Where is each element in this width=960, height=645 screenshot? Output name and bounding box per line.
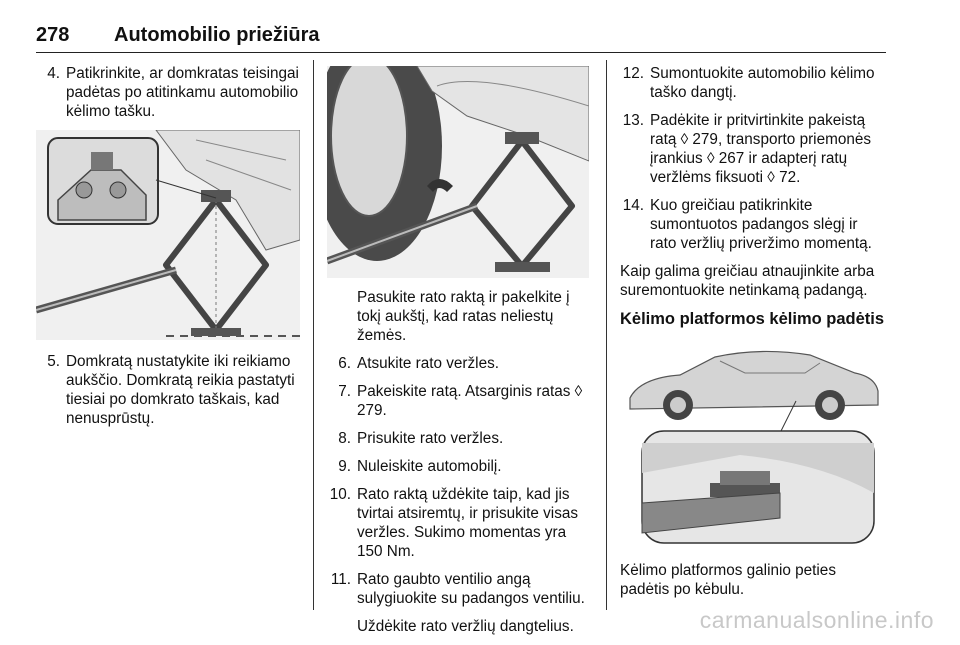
column-divider-2 bbox=[606, 60, 607, 610]
list-item bbox=[620, 196, 888, 253]
item-number: 8. bbox=[338, 430, 351, 447]
item-text: Rato raktą uždėkite taip, kad jis tvirtai atsiremtų, ir prisukite visas veržles. Sukimo momentas yra 150 Nm. bbox=[357, 486, 579, 560]
list-item bbox=[327, 570, 589, 608]
item-text: Patikrinkite, ar domkratas teisingai padėtas po atitinkamu automobilio kėlimo tašku. bbox=[66, 65, 299, 120]
item-number: 9. bbox=[338, 458, 351, 475]
item-number: 11. bbox=[330, 571, 351, 588]
item-number: 10. bbox=[329, 486, 351, 503]
list-item bbox=[620, 64, 888, 102]
list-item bbox=[327, 485, 589, 561]
watermark: carmanualsonline.info bbox=[699, 607, 934, 633]
list-item bbox=[327, 429, 589, 448]
item-text: Rato gaubto ventilio angą sulygiuokite su padangos ventiliu. bbox=[357, 571, 585, 607]
item-text: Sumontuokite automobilio kėlimo taško dangtį. bbox=[650, 65, 875, 101]
figure-caption: Kėlimo platformos galinio peties padėtis po kėbulu. bbox=[620, 562, 836, 598]
item-number: 12. bbox=[622, 65, 644, 82]
item-number: 13. bbox=[622, 112, 644, 129]
jack-lifting-figure bbox=[327, 66, 589, 278]
column-2 bbox=[327, 64, 589, 645]
item-text: Padėkite ir pritvirtinkite pakeistą ratą ◊ 279, transporto priemonės įrankius ◊ 267 ir adapterį ratų veržlėms fiksuoti ◊ 72. bbox=[650, 112, 871, 186]
item-number: 6. bbox=[338, 355, 351, 372]
list-item bbox=[36, 64, 300, 121]
item-text: Prisukite rato veržles. bbox=[357, 430, 504, 447]
column-divider-1 bbox=[313, 60, 314, 610]
page-title: Automobilio priežiūra bbox=[114, 24, 320, 46]
list-item bbox=[620, 111, 888, 187]
list-item bbox=[327, 382, 589, 420]
page-header bbox=[36, 18, 886, 53]
item-text: Domkratą nustatykite iki reikiamo aukščio. Domkratą reikia pastatyti tiesiai po domkrato taškais, kad nenusprūstų. bbox=[66, 353, 295, 427]
figure-caption: Pasukite rato raktą ir pakelkite į tokį aukštį, kad ratas neliestų žemės. bbox=[357, 289, 570, 344]
jack-placement-figure bbox=[36, 130, 300, 340]
section-heading: Kėlimo platformos kėlimo padėtis bbox=[620, 310, 885, 328]
item-number: 4. bbox=[47, 65, 60, 82]
item-number: 14. bbox=[622, 197, 644, 214]
list-item bbox=[36, 352, 300, 428]
page-number: 278 bbox=[36, 24, 70, 46]
list-item bbox=[327, 354, 589, 373]
item-text: Atsukite rato veržles. bbox=[357, 355, 499, 372]
note-text: Uždėkite rato veržlių dangtelius. bbox=[357, 618, 574, 635]
item-number: 5. bbox=[47, 353, 60, 370]
item-text: Nuleiskite automobilį. bbox=[357, 458, 502, 475]
column-3 bbox=[620, 64, 888, 608]
list-item bbox=[327, 457, 589, 476]
item-number: 7. bbox=[338, 383, 351, 400]
column-1 bbox=[36, 64, 300, 437]
item-text: Pakeiskite ratą. Atsarginis ratas ◊ 279. bbox=[357, 383, 583, 419]
paragraph: Kaip galima greičiau atnaujinkite arba suremontuokite netinkamą padangą. bbox=[620, 263, 875, 299]
item-text: Kuo greičiau patikrinkite sumontuotos padangos slėgį ir rato veržlių priveržimo momentą. bbox=[650, 197, 872, 252]
lift-platform-figure bbox=[620, 343, 882, 547]
